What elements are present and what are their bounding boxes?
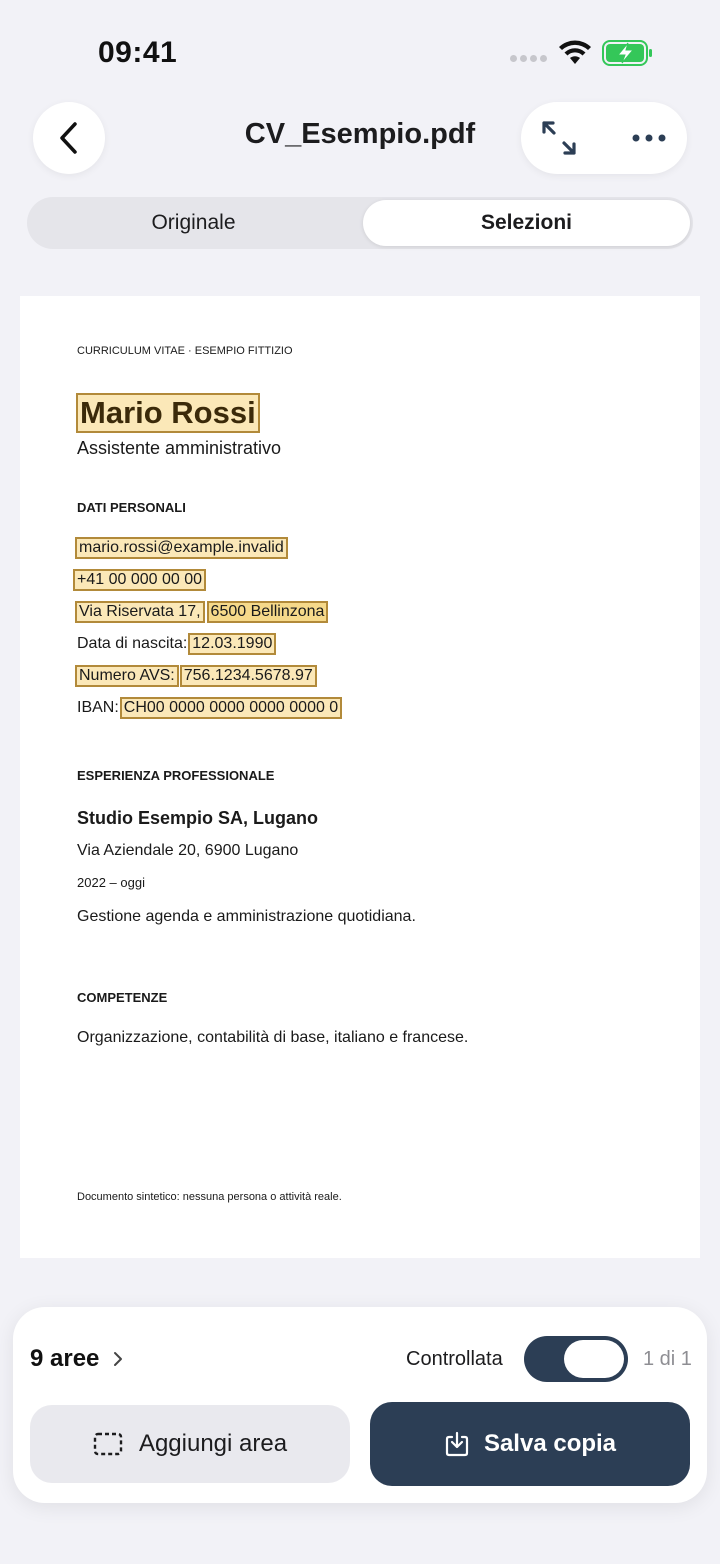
avs-label-redaction-area[interactable]: Numero AVS:	[75, 665, 179, 687]
more-icon	[631, 133, 667, 143]
controlled-toggle[interactable]	[524, 1336, 628, 1382]
more-button[interactable]	[625, 114, 673, 162]
chevron-left-icon	[55, 120, 83, 156]
controlled-label: Controllata	[406, 1348, 503, 1370]
signal-icon	[510, 55, 548, 65]
document-title: CV_Esempio.pdf	[244, 118, 476, 150]
view-segmented-control	[27, 197, 693, 249]
email-redaction-area[interactable]: mario.rossi@example.invalid	[75, 537, 288, 559]
street-redaction-area[interactable]: Via Riservata 17,	[75, 601, 205, 623]
battery-charging-icon	[602, 39, 654, 67]
company-address: Via Aziendale 20, 6900 Lugano	[77, 842, 299, 859]
add-area-label: Aggiungi area	[138, 1430, 288, 1457]
skills-text: Organizzazione, contabilità di base, italiano e francese.	[77, 1029, 469, 1046]
role-text: Assistente amministrativo	[77, 438, 282, 458]
areas-count-label: 9 aree	[30, 1345, 100, 1372]
job-description: Gestione agenda e amministrazione quotidiana.	[77, 908, 416, 925]
document-page	[20, 296, 700, 1258]
avs-number-redaction-area[interactable]: 756.1234.5678.97	[180, 665, 317, 687]
birthdate-redaction-area[interactable]: 12.03.1990	[188, 633, 276, 655]
phone-redaction-area[interactable]: +41 00 000 00 00	[73, 569, 206, 591]
expand-icon	[540, 119, 578, 157]
iban-label: IBAN:	[77, 699, 119, 717]
areas-count-button[interactable]	[30, 1345, 123, 1373]
experience-heading: ESPERIENZA PROFESSIONALE	[77, 768, 275, 783]
tab-selections[interactable]: Selezioni	[363, 200, 690, 246]
header-actions	[521, 102, 687, 174]
dashed-rect-icon	[93, 1432, 123, 1456]
document-top-label: CURRICULUM VITAE · ESEMPIO FITTIZIO	[77, 345, 293, 357]
company-name: Studio Esempio SA, Lugano	[77, 808, 319, 828]
bottom-panel	[13, 1307, 707, 1503]
toggle-knob	[564, 1340, 624, 1378]
city-redaction-area[interactable]: 6500 Bellinzona	[207, 601, 329, 623]
add-area-button[interactable]	[30, 1405, 350, 1483]
download-icon	[444, 1431, 470, 1457]
wifi-icon	[558, 40, 592, 66]
name-redaction-area[interactable]: Mario Rossi	[76, 393, 260, 433]
iban-redaction-area[interactable]: CH00 0000 0000 0000 0000 0	[120, 697, 342, 719]
document-footer-note: Documento sintetico: nessuna persona o attività reale.	[77, 1191, 342, 1203]
chevron-right-icon	[113, 1351, 123, 1367]
save-copy-label: Salva copia	[483, 1430, 617, 1457]
birth-label: Data di nascita:	[77, 635, 188, 653]
job-period: 2022 – oggi	[77, 875, 145, 890]
save-copy-button[interactable]	[370, 1402, 690, 1486]
skills-heading: COMPETENZE	[77, 990, 168, 1005]
back-button[interactable]	[33, 102, 105, 174]
tab-original[interactable]: Originale	[151, 211, 236, 234]
personal-data-heading: DATI PERSONALI	[77, 500, 186, 515]
status-time: 09:41	[98, 36, 178, 69]
expand-button[interactable]	[535, 114, 583, 162]
page-counter: 1 di 1	[643, 1348, 692, 1370]
